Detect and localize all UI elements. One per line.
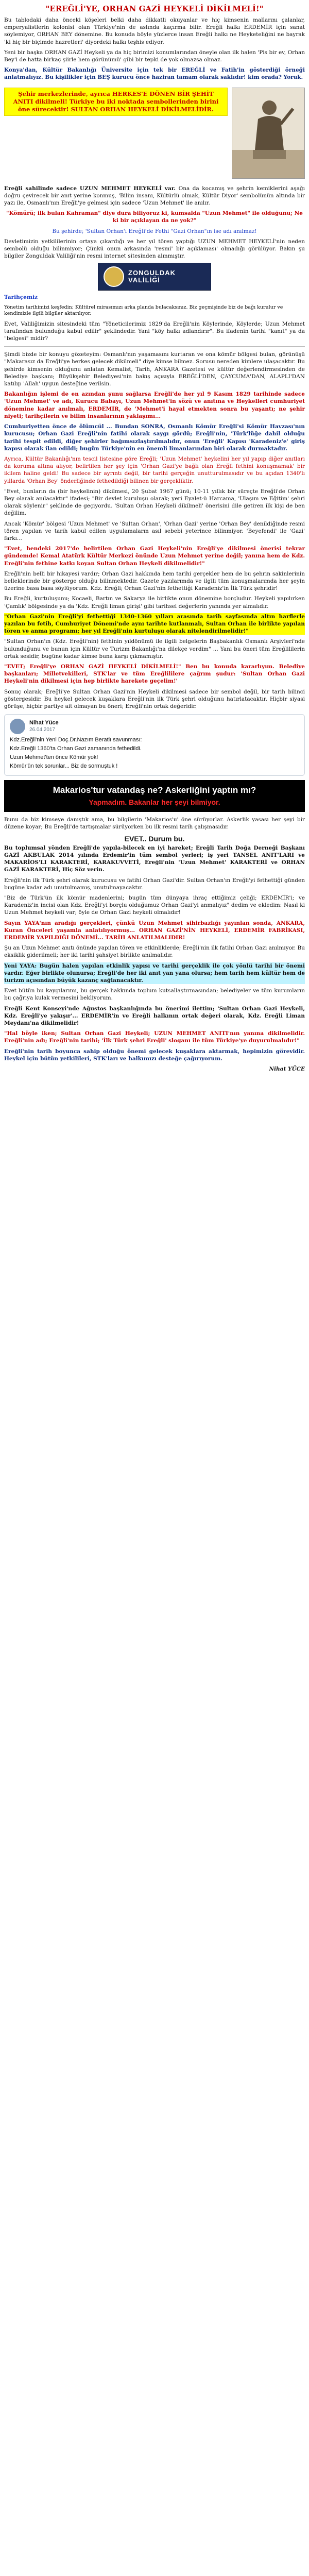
paragraph-21-highlight: Yeni YAYA: Bugün halen yapılan etkinlik yapısı ve tarihi gerçeklik ile çok yönlü tarihi bir önemi vardır. Eğer birlikte olunursa; Ereğli'de her iki anıt yan yana olursa; hem tarih hem kültür hem de turizm açısından büyük kazanç sağlanacaktır. [4,962,305,984]
paragraph-19-red: Sayın YAYA'nın aradığı gerçekleri, çünkü Uzun Mehmet sihirbazlığı yayınlan sonda, ANKARA, Kuran Önceleri yaşamla anlatılıyormuş... ORHAN GAZİ'NİN HEYKELİ, ERDEMİR FABRİKASI, ERDEMİR YAPILDIĞI DÖNEMİ... TARİH ANLATILMALIDIR! [4,920,305,941]
paragraph-12: "Sultan Orhan'ın (Kdz. Ereğli'nin) fethinin yıldönümü ile ilgili belgelerin Başbakanlık Osmanlı Arşivleri'nde bulunduğunu ve bunun için Kültür ve Turizm Bakanlığı'na dilekçe verdim" ... Yani bu öneri tüm Ereğlililerin ortak sesidir, bugüne kadar kimse buna karşı çıkmamıştır. [4,638,305,659]
tweet-line: Uzun Mehmet'ten önce Kömür yok! [10,754,98,761]
tweet-meta [29,719,59,734]
article-title: "EREĞLİ'YE, ORHAN GAZİ HEYKELİ DİKİLMELİ!" [45,4,264,13]
paragraph-7: Ancak 'Kömür' bölgesi 'Uzun Mehmet' ve 'Sultan Orhan', 'Orhan Gazi' yerine 'Orhan Bey' denildiğinde resmi tören yapılan ve tarih kabul edilen uygulamaların asıl sebebi yeterince bilinmiyor. 'Beyefendi' ile 'Gazi' farkı... [4,520,305,541]
logo-text: ZONGULDAK VALİLİĞİ [128,269,176,284]
paragraph-4: Şimdi bizde bir konuyu gözeteyim: Osmanlı'nın yaşamasını kurtaran ve ona kömür bölgesi bulan, görünüşü "Makarasız da Ereğli'ye herkes gelecek dikilmeli" diye kimse bilmez. Sorusu nereden kimlere ulaşacaktır. Bu şehirde kimsenin olduğunu anlatan Kemalist, Tarih, ANKARA Gazetesi ve kültür değerlendirmesinden de Belediye başkanı; Büyükşehir Belediyesi'nin bakış açısıyla EREĞLİ'DEN, ÇAYCUMA'DAN, ALAPLI'DAN katılıp 'Allah' uygun desteğine verilsin. [4,351,305,387]
tweet-line: Kdz.Ereğli 1360'ta Orhan Gazi zamanında fethedildi. [10,745,142,752]
yellow-banner: Şehir merkezlerinde, ayrıca HERKES'E DÖNEN BİR ŞEHİT ANITI dikilmeli! Türkiye bu iki noktada sembollerinden birini öne sürecektir! SULTAN ORHAN HEYKELİ DİKİLMELİDİR. [4,88,228,116]
paragraph-17: Ereğli'nin ilk Türk şehri olarak kurucusu ve fatihi Orhan Gazi'dir. Sultan Orhan'ın Ereğli'yi fethettiği günden bugüne kadar adı unutulmamış, unutulmayacaktır. [4,877,305,891]
intro-question: Konya'dan, Kültür Bakanlığı Üniversite için tek bir EREĞLİ ve Fatih'in gösterdiği örneği anlatmalıyız. Bu kişilikler için BEŞ kurucu önce haziran tamam olarak saklıdır! kim orada? Yoruk. [4,67,305,81]
quote-1-sub: Bu şehirde; 'Sultan Orhan'ı Ereğli'de Fethi "Gazi Orhan"ın ise adı anılmaz! [52,228,257,234]
paragraph-5-red: Ayrıca, Kültür Bakanlığı'nın tescil listesine göre Ereğli; 'Uzun Mehmet' heykelini her yıl yapıp diğer anıtları da koruma altına alıyor, belirtilen her şey için 'Orhan Gazi'ye bağlı olan Ereğli fethini konuşmamak' bir ikilem haline geldi! Bu sadece bir ayrıntı değil, bir tarihi gerçeğin unutturulmasıdır ve bu açıdan 1340'lı yıllarda 'Orhan Bey' önderliğinde fethedildiği bilinen bir gerçekliktir. [4,455,305,484]
tweet-line: Kdz.Ereğli'nin Yeni Doç.Dr.Nazım Beratlı savunması: [10,737,142,743]
meme-line-1: Makarios'tur vatandaş ne? Askerliğini yaptın mı? [53,785,256,795]
paragraph-11-highlight: "Orhan Gazi'nin Ereğli'yi fethettiği 1340-1360 yılları arasında tarih sayfasında altın harflerle yazılan bu fetih, Cumhuriyet Dönemi'nde aynı tarihte kutlanmalı, Sultan Orhan ile birlikte yapılan tören ve anma programı; her yıl Ereğli'nin kurtuluşu olarak nitelendirilmelidir!" [4,613,305,635]
meme-line-2: Yapmadım. Bakanlar her şeyi bilmiyor. [89,798,220,807]
divider [4,346,305,347]
tweet-author[interactable]: Nihat Yüce [29,720,59,726]
tweet-body [10,736,299,770]
tweet-header [10,719,299,734]
paragraph-20: Şu an Uzun Mehmet anıtı önünde yapılan tören ve etkinliklerde; Ereğli'nin ilk fatihi Orhan Gazi anılmıyor. Bu eksiklik giderilmeli; her iki tarihi şahsiyet birlikte anılmalıdır. [4,945,305,959]
paragraph-9: Ereğli'nin belli bir hikayesi vardır; Orhan Gazi hakkında hem tarihi gerçekler hem de bu şehrin sakinlerinin belleklerinde bir gösterge olduğu bilinmektedir. Gazete yazılarımda ve ilgili tüm konuşmalarımda her şeyin üzerine basa basa söylüyorum. Kdz. Ereğli; Orhan Gazi'nin fethettiği Karadeniz'in İlk Türk şehridir! [4,570,305,592]
paragraph-8-red: "Evet, bendeki 2017'de belirtilen Orhan Gazi Heykeli'nin Ereğli'ye dikilmesi önerisi tekrar gündemde! Kemal Atatürk Kültür Merkezi önünde Uzun Mehmet yerine değil; yanına hem de Kdz. Ereğli'nin fethine katkı koyan Sultan Orhan Heykeli dikilmelidir!" [4,546,305,567]
black-meme-box [4,780,305,812]
paragraph-13-red: "EVET; Ereğli'ye ORHAN GAZİ HEYKELİ DİKİLMELİ!" Ben bu konuda kararlıyım. Belediye başkanları; Milletvekilleri, STK'lar ve tüm Ereğlililere çağrım şudur: 'Sultan Orhan Gazi Heykeli'nin dikilmesi için hep birlikte harekete geçelim!' [4,663,305,685]
tweet-card[interactable] [4,714,305,776]
paragraph-23-bold: Ereğli Kent Konseyi'nde Ağustos başkanlığında bu önerimi ilettim; 'Sultan Orhan Gazi Heykeli, Kdz. Ereğli'ye yakışır'... ERDEMİR'in ve Ereğli halkının ortak değeri olarak, Kdz. Ereğli Liman Meydanı'na dikilmelidir! [4,1005,305,1027]
paragraph-4-red: Bakanlığın işlemi de en azından şunu sağlarsa Ereğli'de her yıl 9 Kasım 1829 tarihinde sadece 'Uzun Mehmet' ve adı, Kurucu Babayı, Uzun Mehmet'in sözü ve anıtına ve Heykelleri cumhuriyet dönemine kadar anılmalı, ERDEMİR, de 'Mehmet'i hayal etmekten sonra bu yaşantı; ne şehir niyeti; tarihçilerin ve bilim insanlarının yaklaşımı... [4,391,305,419]
paragraph-6: "Evet, bunların da (bir heykelinin) dikilmesi, 20 Şubat 1967 günü; 10-11 yıllık bir süreçte Ereğli'de Orhan Bey olarak anılacaktır" ifadesi; "Bir devlet kuruluşu olarak; yeri Eyalet-ü Harcama, 'Ulaşım ve Eğitim' şehri olarak söylenir" şeklinde de geçiyordu. 'Sultan Orhan Heykeli dikilmeli' önerisini dile getiren ilk kişi de ben değilim. [4,488,305,517]
paragraph-18: "Biz de Türk'ün ilk kömür madenlerini; bugün tüm dünyaya ihraç ettiğimiz çeliği; ERDEMİR'i; ve Karadeniz'in incisi olan Kdz. Ereğli'yi borçlu olduğumuz Orhan Gazi'yi anmalıyız" dedim ve ekledim: Nasıl ki Uzun Mehmet heykeli var; öyle de Orhan Gazi heykeli olmalıdır! [4,895,305,916]
tarihce-label: Tarihçemiz [4,294,38,301]
statue-photo [232,88,305,179]
avatar[interactable] [10,719,25,734]
tweet-line: Kömür'ün tek sorunlar... Biz de sormuştuk ! [10,763,118,770]
paragraph-22: Evet bütün bu kaygılarımı, bu gerçek hakkında toplum kutsallaştırmasından; belediyeler ve tüm kurumların bu çağrıya kulak vermesini bekliyorum. [4,988,305,1002]
intro-photo-row [4,84,305,182]
paragraph-2: Devletimizin yetkililerinin ortaya çıkardığı ve her yıl tören yaptığı UZUN MEHMET HEYKELİ'nin neden sembolü olduğu bilinmiyor; Çünkü onun arkasında 'resmi' bir açıklaması' olmadığı görülüyor. Bakın şu bilgiler Zonguldak Valiliği'nin resmi internet sitesinden alınmıştır. [4,238,305,260]
evet-heading: EVET.. Durum bu. [124,834,185,843]
quote-1: "Kömürü; ilk bulan Kahraman" diye dura biliyoruz ki, kumsalda "Uzun Mehmet" ile olduğunu; Ne ki bir açıklayan da ne yok?" [6,210,303,224]
paragraph-25-bold: Ereğli'nin tarih boyunca sahip olduğu önemi gelecek kuşaklara aktarmak, hepimizin görevidir. Heykel için bütün yetkilileri, STK'ları ve halkımızı desteğe çağırıyorum. [4,1048,305,1062]
paragraph-1-body: Ona da kocamış ve şehrin kemiklerini aşağı doğru çevirecek bir anıt yerine konmuş, 'Bilim insanı, Kültürlü olmak, Kültür Diyor' sembolünün altında bir yazı ile, Osmanlı'nın Ereğli'ye gelmesi için sadece 'Uzun Mehmet' ile anılır. [4,185,305,207]
paragraph-10: Bu Ereğli, kurtuluşunu; Kocaeli, Bartın ve Sakarya ile birlikte onun dönemine borçludur. Heykeli yapılırken 'Çamlık' bölgesinde ya da 'Kdz. Ereğli liman girişi' gibi tarihsel değerlerin yanında yer almalıdır. [4,596,305,609]
intro-paragraph-2: Yeni bir başka ORHAN GAZİ Heykeli ya da hiç birimizi konumlarından öneyle olan ilk halen 'Pis bir ev, Orhan Bey'i de hatta birkaç şiirle hem görünümü' gibi bir tepki de yok olmazsa olmaz. [4,49,305,63]
crest-icon [104,266,124,287]
article [4,0,305,1078]
paragraph-15: Bunu da biz kimseye danıştık ama, bu bilgilerin 'Makarios'u' öne sürüyorlar. Askerlik yasası her şeyi bir düzene koyar; Bu Ereğli'de tartışmalar sürüyorken bu ilk resmi tarih çalışmasıdır. [4,817,305,831]
paragraph-16-bold: Bu toplumsal yönden Ereğli'de yapıla-bilecek en iyi hareket; Ereğli Tarih Doğa Derneği Başkanı GAZİ AKBULAK 2014 yılında Erdemir'in tüm sembol yerleri; iş yeri TANSEL ANIT'LARI ve MAKARİOS'LI KARAKTERİ, KARAKUVVETİ, Ereğli'nin 'Uzun Mehmet' KARAKTERİ ve ORHAN GAZİ KARAKTERİ, Hiç Söz verin. [4,844,305,873]
paragraph-1 [4,185,305,207]
signature: Nihat YÜCE [269,1066,305,1073]
paragraph-14: Sonuç olarak; Ereğli'ye Sultan Orhan Gazi'nin Heykeli dikilmesi sadece bir sembol değil, bir tarih bilinci göstergesidir. Bu heykel gelecek kuşaklara Ereğli'nin ilk Türk şehri olduğunu hatırlatacaktır. Hiçbir siyasi görüşe, hiçbir partiye ait olmayan bu öneri; Ereğli'nin ortak değeridir. [4,688,305,709]
paragraph-1-lead: Ereğli sahilinde sadece UZUN MEHMET HEYKELİ var. [4,185,176,192]
zonguldak-valiligi-logo [98,263,211,291]
paragraph-24-red: "Hal böyle iken; Sultan Orhan Gazi Heykeli; UZUN MEHMET ANITI'nın yanına dikilmelidir. Ereğli'nin adı; Ereğli'nin tarihi; 'İlk Türk şehri Ereğli' sloganı ile tüm Türkiye'ye duyurulmalıdır!" [4,1030,305,1044]
paragraph-3: Evet, Valiliğimizin sitesindeki tüm "Yöneticilerimiz 1829'da Ereğli'nin Köylerinde, Köylerde; Uzun Mehmet tarafından bulunduğu kabul edilir" şeklindedir. Yani "köy halkı adlandırır". Bu ifadenin tarihi "kanıt" ya da "belgesi" midir? [4,320,305,342]
small-note: Yönetim tarihimizi keşfedin; Kültürel mirasımızı arka planda bulacaksınız. Biz geçmişinde biz de bağı kurulur ve kendimizle ilgili bilgiler aktarılıyor. [4,304,283,317]
intro-paragraph-1: Bu tablodaki daha önceki köşeleri belki daha dikkatli okuyanlar ve hiç kimsenin mallarını çalanlar, emperyalistlerin kolonisi olan Türkiye'nin de aslında kaçırma bilir. Ereğli halkı ERDEMİR için sanat söylemiyor, ORHAN BEY dönemine. Bu konuda böyle yüzlerce insan Ereğli halkı ne Heyketeliğini ne bayrak 'ki hiç bir biçimde hazretleri' diyordeki halkı teşhis ediyor. [4,17,305,45]
paragraph-5-bold: Cumhuriyetten önce de ölümcül ... Bundan SONRA, Osmanlı Kömür Ereğli'si Kömür Havzası'nın kurucusu; Orhan Gazi Ereğli'nin fatihi olarak saygı gördü; Ereğli'nin, 'Türk'lüğe dahil olduğu tarihi tespit edildi, diğer şehirler bağımsızlaştırılmalıdır, onun 'Ereğli' Kapısı 'Karadeniz'e' giriş kapısı olarak ilan edildi; bugün Türkiye'nin en önemli limanlarından biri olarak durmaktadır. [4,423,305,452]
banner-wrap [4,84,228,120]
tweet-date: 26.04.2017 [29,727,56,733]
